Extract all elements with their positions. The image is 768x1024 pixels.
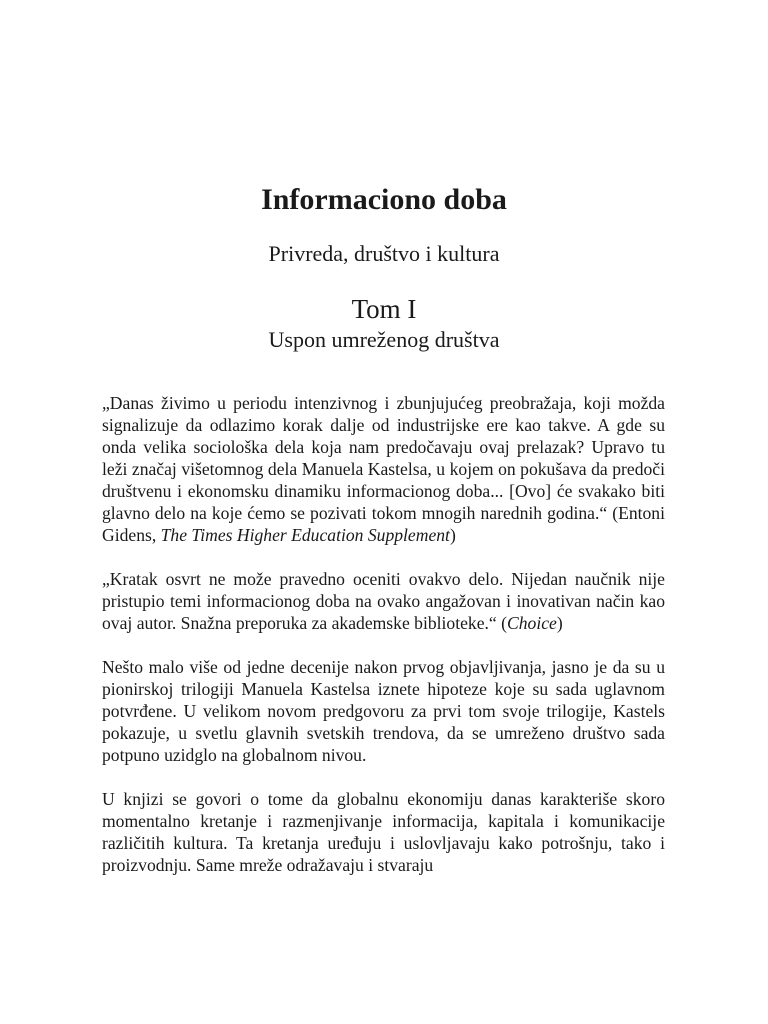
volume-title: Uspon umreženog društva (268, 327, 500, 352)
paragraph-tail: ) (449, 525, 456, 545)
blurb-text (102, 392, 665, 876)
paragraph-text: U knjizi se govori o tome da globalnu ekonomiju danas karakteriše skoro momentalno kretanje i razmenjivanje informacija, kapitala i komunikacije različitih kultura. Ta kretanja uređuju i uslovljavaju kako potrošnju, tako i proizvodnju. Same mreže odražavaju i stvaraju (102, 789, 665, 875)
source-title: Choice (506, 613, 557, 633)
paragraph-text: Nešto malo više od jedne decenije nakon prvog objavljivanja, jasno je da su u pionirskoj trilogiji Manuela Kastelsa iznete hipoteze koje su sada uglavnom potvrđene. U velikom novom predgovoru za prvi tom svoje trilogije, Kastels pokazuje, u svetlu glavnih svetskih trendova, da se umreženo društvo sada potpuno uzidglo na globalnom nivou. (102, 657, 665, 765)
book-subtitle: Privreda, društvo i kultura (268, 241, 500, 266)
book-title: Informaciono doba (261, 183, 507, 216)
blurb-paragraph-preface (102, 656, 665, 766)
paragraph-text: „Kratak osvrt ne može pravedno oceniti ovakvo delo. Nijedan naučnik nije pristupio temi informacionog doba na ovako angažovan i inovativan način kao ovaj autor. Snažna preporuka za akademske biblioteke.“ ( (102, 569, 665, 633)
blurb-paragraph-global-economy (102, 788, 665, 876)
source-title: The Times Higher Education Supplement (160, 525, 450, 545)
volume-number: Tom I (351, 294, 417, 324)
blurb-paragraph-giddens-quote (102, 392, 665, 546)
paragraph-tail: ) (556, 613, 563, 633)
paragraph-text: „Danas živimo u periodu intenzivnog i zbunjujućeg preobražaja, koji možda signalizuje da odlazimo korak dalje od industrijske ere kao takve. A gde su onda velika sociološka dela koja nam predočavaju ovaj prelazak? Upravo tu leži značaj višetomnog dela Manuela Kastelsa, u kojem on pokušava da predoči društvenu i ekonomsku dinamiku informacionog doba... [Ovo] će svakako biti glavno delo na koje ćemo se pozivati tokom mnogih narednih godina.“ (Entoni Gidens, (102, 393, 665, 545)
blurb-paragraph-choice-quote (102, 568, 665, 634)
